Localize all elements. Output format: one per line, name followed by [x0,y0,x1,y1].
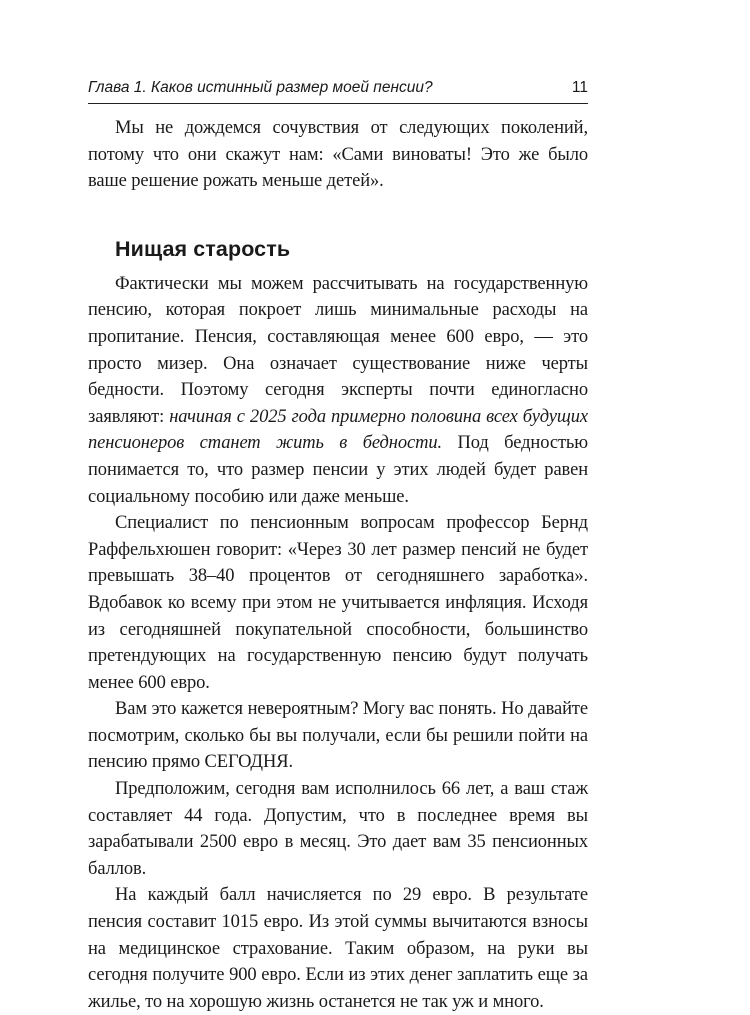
running-header [88,78,588,104]
paragraph-1 [88,271,588,510]
paragraph-1-text: Фактически мы можем рассчитывать на государственную пенсию, которая покроет лишь минимальные расходы на пропитание. Пенсия, составляющая менее 600 евро, — это просто мизер. Она означает существование ниже черты бедности. Поэтому сегодня эксперты почти единогласно заявляют: [88,273,588,427]
paragraph-1-emphasis: начиная с 2025 года примерно половина всех будущих пенсионеров станет жить в бедности. [88,406,589,454]
paragraph-3: Вам это кажется невероятным? Могу вас понять. Но давайте посмотрим, сколько бы вы получали, если бы решили пойти на пенсию прямо СЕГОДНЯ. [88,699,588,773]
page-number: 11 [571,79,588,96]
page-body [88,115,588,1015]
running-title: Глава 1. Каков истинный размер моей пенсии? [88,79,433,96]
book-page [88,78,588,1015]
paragraph-2: Специалист по пенсионным вопросам профессор Бернд Раффельхюшен говорит: «Через 30 лет размер пенсий не будет превышать 38–40 процентов от сегодняшнего заработка». Вдобавок ко всему при этом не учитывается инфляция. Исходя из сегодняшней покупательной способности, большинство претендующих на государственную пенсию будут получать менее 600 евро. [88,513,588,693]
paragraph-4: Предположим, сегодня вам исполнилось 66 лет, а ваш стаж составляет 44 года. Допустим, что в последнее время вы зарабатывали 2500 евро в месяц. Это дает вам 35 пенсионных баллов. [88,779,588,879]
paragraph-1-continuation: Под бедностью понимается то, что размер пенсии у этих людей будет равен социальному пособию или даже меньше. [88,433,588,507]
paragraph-5: На каждый балл начисляется по 29 евро. В результате пенсия составит 1015 евро. Из этой суммы вычитаются взносы на медицинское страхование. Таким образом, на руки вы сегодня получите 900 евро. Если из этих денег заплатить еще за жилье, то на хорошую жизнь останется не так уж и много. [88,885,588,1012]
intro-paragraph: Мы не дождемся сочувствия от следующих поколений, потому что они скажут нам: «Сами виноваты! Это же было ваше решение рожать меньше детей». [88,118,588,192]
section-heading: Нищая старость [115,236,291,261]
